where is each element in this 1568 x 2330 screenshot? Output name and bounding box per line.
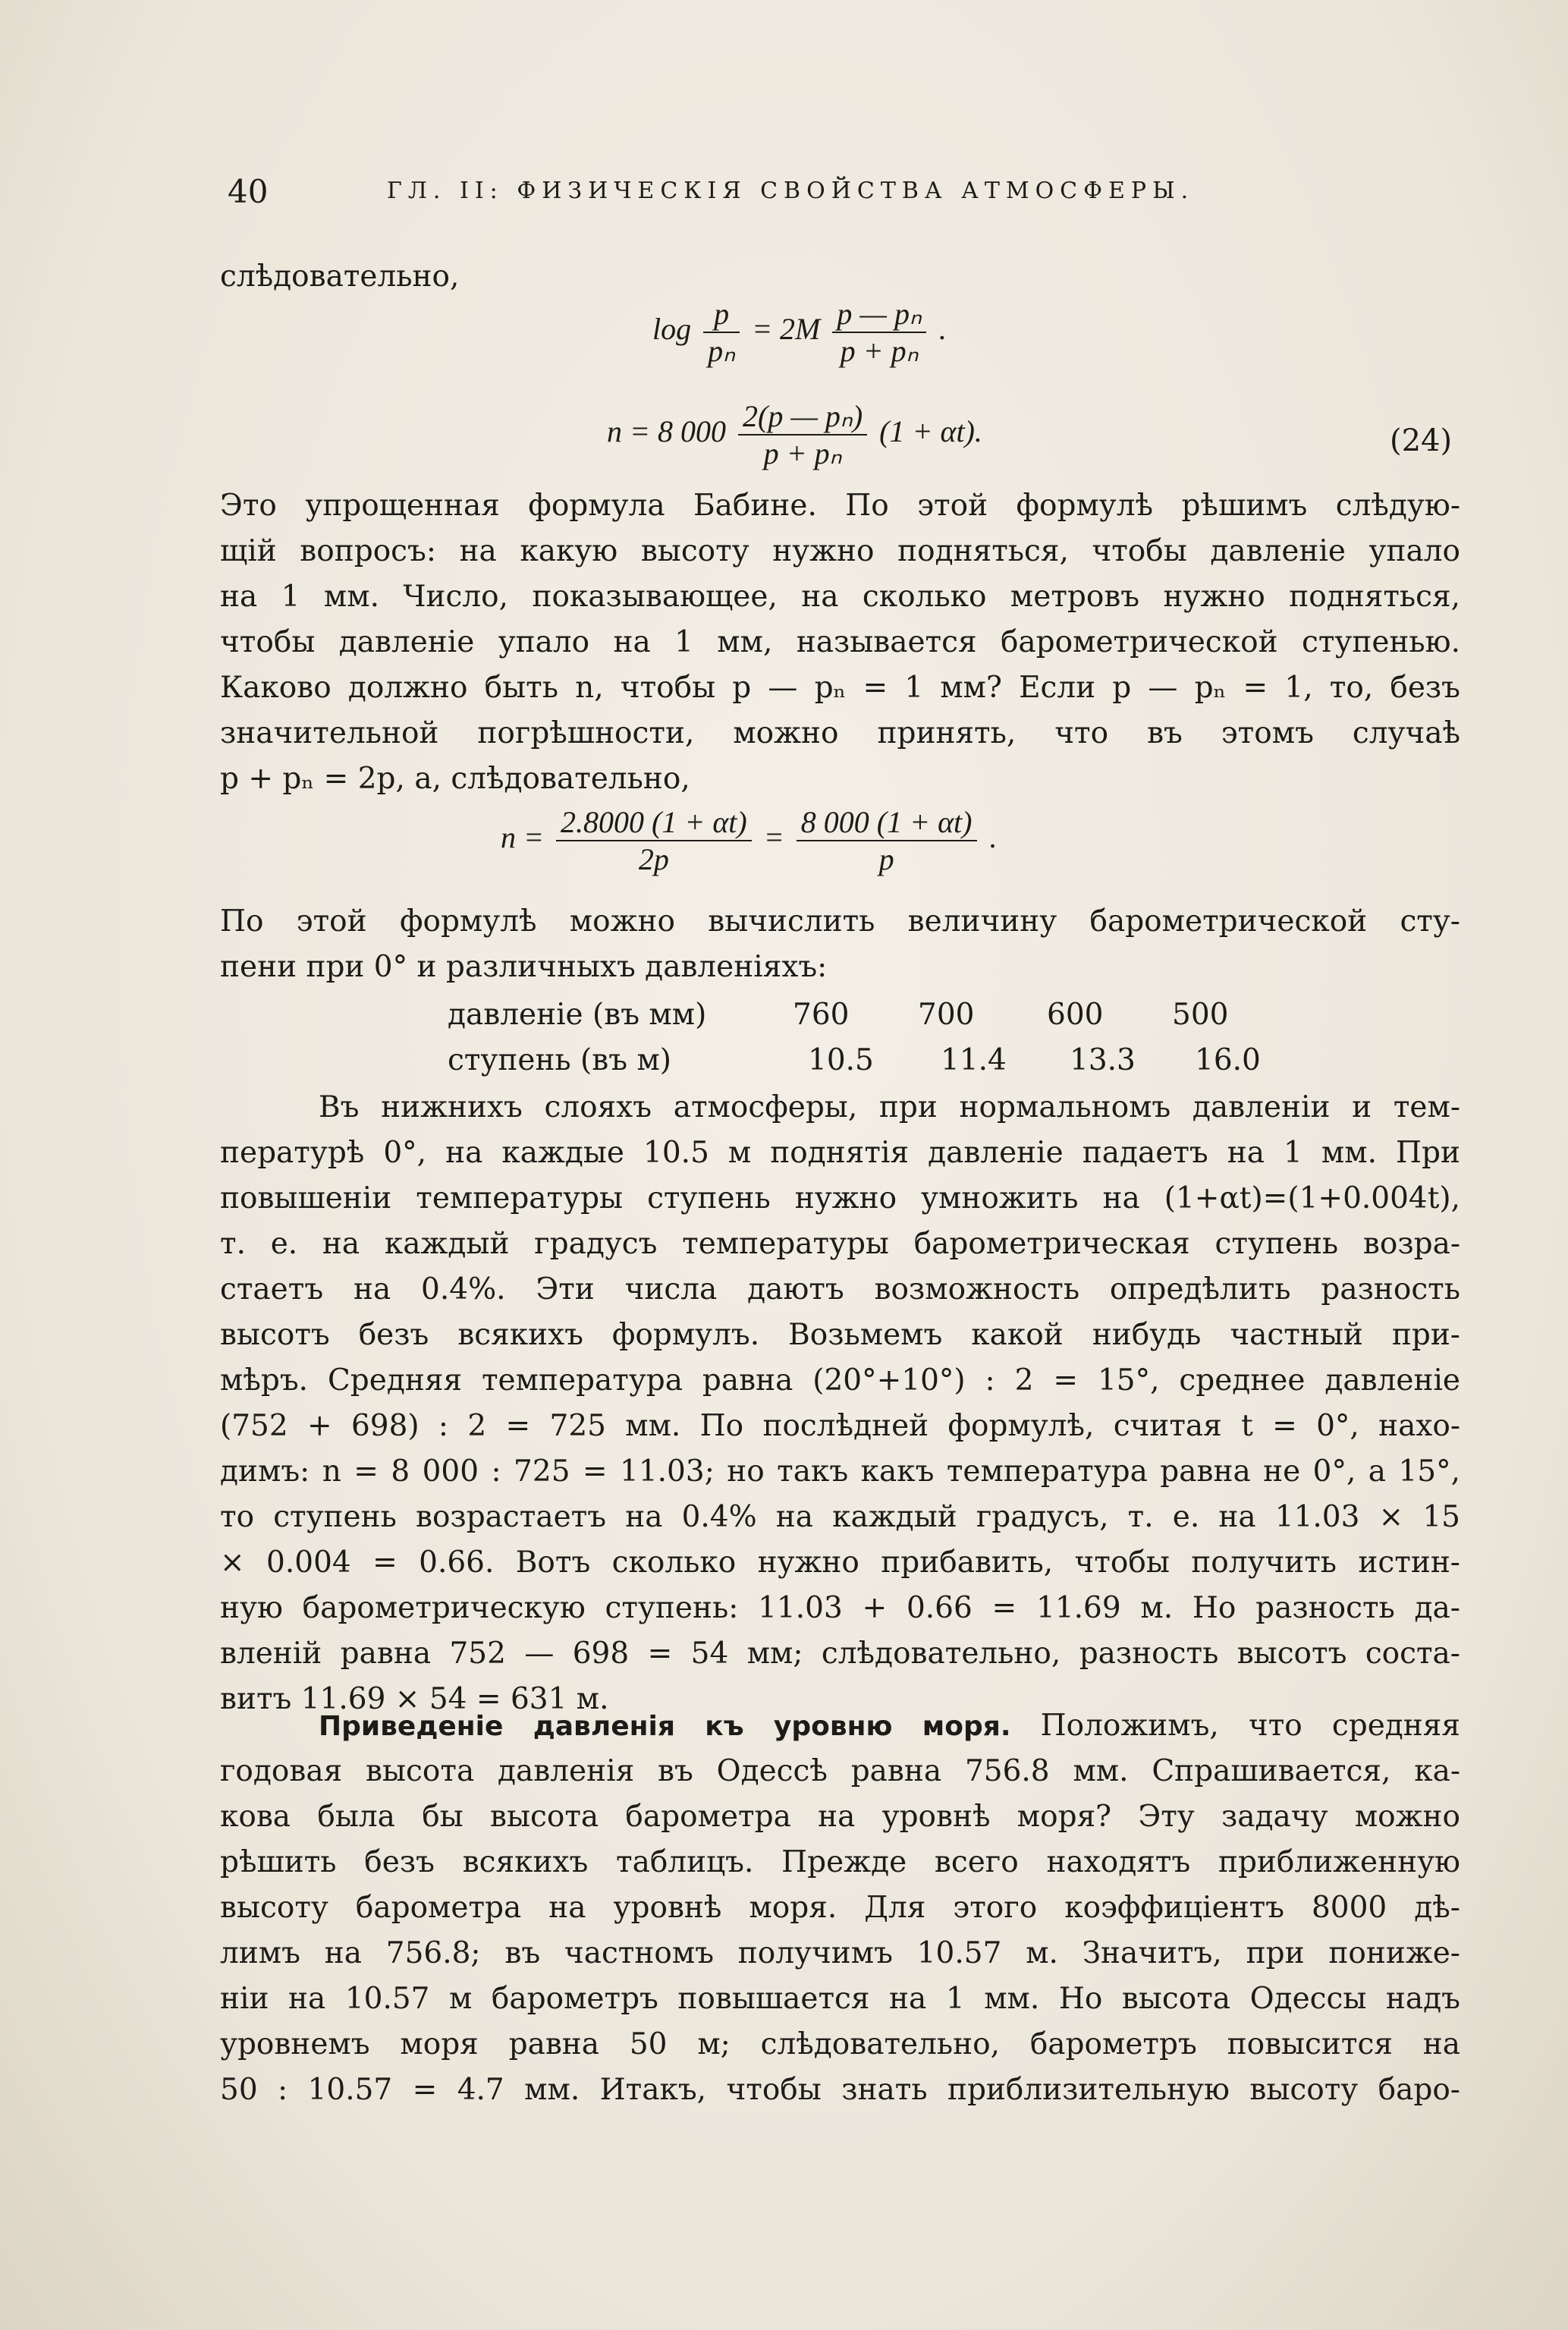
row2-value: 11.4 [941,1043,1007,1077]
formula3-fraction-1 [556,804,752,877]
para4-line-4: рѣшить безъ всякихъ таблицъ. Прежде всего находятъ приближенную [220,1845,1460,1879]
para4-line-9: 50 : 10.57 = 4.7 мм. Итакъ, чтобы знать приблизительную высоту баро- [220,2073,1460,2107]
formula1-rhs-numerator: p — pₙ [832,296,926,333]
formula1-tail: . [938,312,946,347]
row2-value: 16.0 [1195,1043,1261,1077]
row2-value: 13.3 [1070,1043,1136,1077]
formula3-denominator-1: 2p [638,842,669,876]
formula3-denominator-2: p [878,842,894,876]
para4-line-8: уровнемъ моря равна 50 м; слѣдовательно, барометръ повысится на [220,2027,1460,2061]
row1-value: 700 [918,998,975,1032]
formula3-equals: = [763,820,784,855]
para2-line-2: пени при 0° и различныхъ давленіяхъ: [220,950,828,984]
formula1-lhs-denominator: pₙ [708,334,736,368]
formula1-lhs-numerator: p [703,296,740,333]
para3-line-3: повышеніи температуры ступень нужно умножить на (1+αt)=(1+0.004t), [220,1181,1460,1215]
para4-line-7: ніи на 10.57 м барометръ повышается на 1 мм. Но высота Одессы надъ [220,1982,1460,2016]
para1-line-6: значительной погрѣшности, можно принять, что въ этомъ случаѣ [220,716,1460,750]
para2-line-1: По этой формулѣ можно вычислить величину барометрической сту- [220,904,1460,939]
para3-line-2: пературѣ 0°, на каждые 10.5 м поднятія давленіе падаетъ на 1 мм. При [220,1136,1460,1170]
formula1-lhs-fraction [703,296,740,369]
para3-line-7: мѣръ. Средняя температура равна (20°+10°) : 2 = 15°, среднее давленіе [220,1363,1460,1398]
para3-line-9: димъ: n = 8 000 : 725 = 11.03; но такъ какъ температура равна не 0°, а 15°, [220,1454,1460,1489]
intro-word: слѣдовательно, [220,259,460,294]
para3-line-12: ную барометрическую ступень: 11.03 + 0.66 = 11.69 м. Но разность да- [220,1591,1460,1625]
para3-line-10: то ступень возрастаетъ на 0.4% на каждый градусъ, т. е. на 11.03 × 15 [220,1500,1460,1534]
para3-line-14: витъ 11.69 × 54 = 631 м. [220,1682,609,1716]
para4-line-3: кова была бы высота барометра на уровнѣ моря? Эту задачу можно [220,1800,1460,1834]
formula-babinet [607,398,982,471]
formula3-lhs: n = [501,820,544,855]
formula2-lhs: n = 8 000 [607,414,726,449]
chapter-title: ГЛ. II: ФИЗИЧЕСКІЯ СВОЙСТВА АТМОСФЕРЫ. [387,178,1195,204]
row1-value: 600 [1047,998,1104,1032]
para1-line-3: на 1 мм. Число, показывающее, на сколько метровъ нужно подняться, [220,580,1460,614]
section-heading: Приведеніе давленія къ уровню моря. [319,1711,1011,1742]
para4-line-1 [319,1709,1460,1743]
formula3-numerator-2: 8 000 (1 + αt) [797,804,977,841]
para1-line-2: щій вопросъ: на какую высоту нужно подняться, чтобы давленіе упало [220,534,1460,568]
formula-step [501,804,997,877]
row2-label: ступень (въ м) [448,1043,671,1077]
para1-line-7: p + pₙ = 2p, а, слѣдовательно, [220,762,690,796]
formula1-lhs: log [652,312,692,347]
equation-number: (24) [1390,423,1453,458]
para4-first-rest: Положимъ, что средняя [1040,1709,1460,1743]
para3-line-5: стаетъ на 0.4%. Эти числа даютъ возможность опредѣлить разность [220,1272,1460,1306]
formula2-tail: (1 + αt). [879,414,982,449]
row2-value: 10.5 [808,1043,874,1077]
formula2-denominator: p + pₙ [763,436,842,470]
formula2-numerator: 2(p — pₙ) [738,398,867,435]
para1-line-4: чтобы давленіе упало на 1 мм, называется барометрической ступенью. [220,625,1460,659]
para3-line-6: высотъ безъ всякихъ формулъ. Возьмемъ какой нибудь частный при- [220,1318,1460,1352]
row1-value: 760 [793,998,850,1032]
formula3-tail: . [988,820,997,855]
formula-log-ratio [652,296,946,369]
para3-line-1: Въ нижнихъ слояхъ атмосферы, при нормальномъ давленіи и тем- [319,1090,1460,1124]
para1-line-5: Каково должно быть n, чтобы p — pₙ = 1 мм? Если p — pₙ = 1, то, безъ [220,671,1460,705]
row1-value: 500 [1172,998,1229,1032]
formula3-fraction-2 [797,804,977,877]
para3-line-4: т. е. на каждый градусъ температуры барометрическая ступень возра- [220,1227,1460,1261]
para3-line-8: (752 + 698) : 2 = 725 мм. По послѣдней формулѣ, считая t = 0°, нахо- [220,1409,1460,1443]
formula2-fraction [738,398,867,471]
para4-line-6: лимъ на 756.8; въ частномъ получимъ 10.57 м. Значитъ, при пониже- [220,1936,1460,1970]
para3-line-13: вленій равна 752 — 698 = 54 мм; слѣдовательно, разность высотъ соста- [220,1637,1460,1671]
formula3-numerator-1: 2.8000 (1 + αt) [556,804,752,841]
formula1-rhs-fraction [832,296,926,369]
para3-line-11: × 0.004 = 0.66. Вотъ сколько нужно прибавить, чтобы получить истин- [220,1545,1460,1580]
para4-line-2: годовая высота давленія въ Одессѣ равна 756.8 мм. Спрашивается, ка- [220,1754,1460,1788]
formula1-rhs-prefix: = 2M [752,312,821,347]
para4-line-5: высоту барометра на уровнѣ моря. Для этого коэффиціентъ 8000 дѣ- [220,1891,1460,1925]
para1-line-1: Это упрощенная формула Бабине. По этой формулѣ рѣшимъ слѣдую- [220,489,1460,523]
running-head [228,173,1325,219]
page-number: 40 [228,173,269,210]
formula1-rhs-denominator: p + pₙ [840,334,919,368]
row1-label: давленіе (въ мм) [448,998,707,1032]
